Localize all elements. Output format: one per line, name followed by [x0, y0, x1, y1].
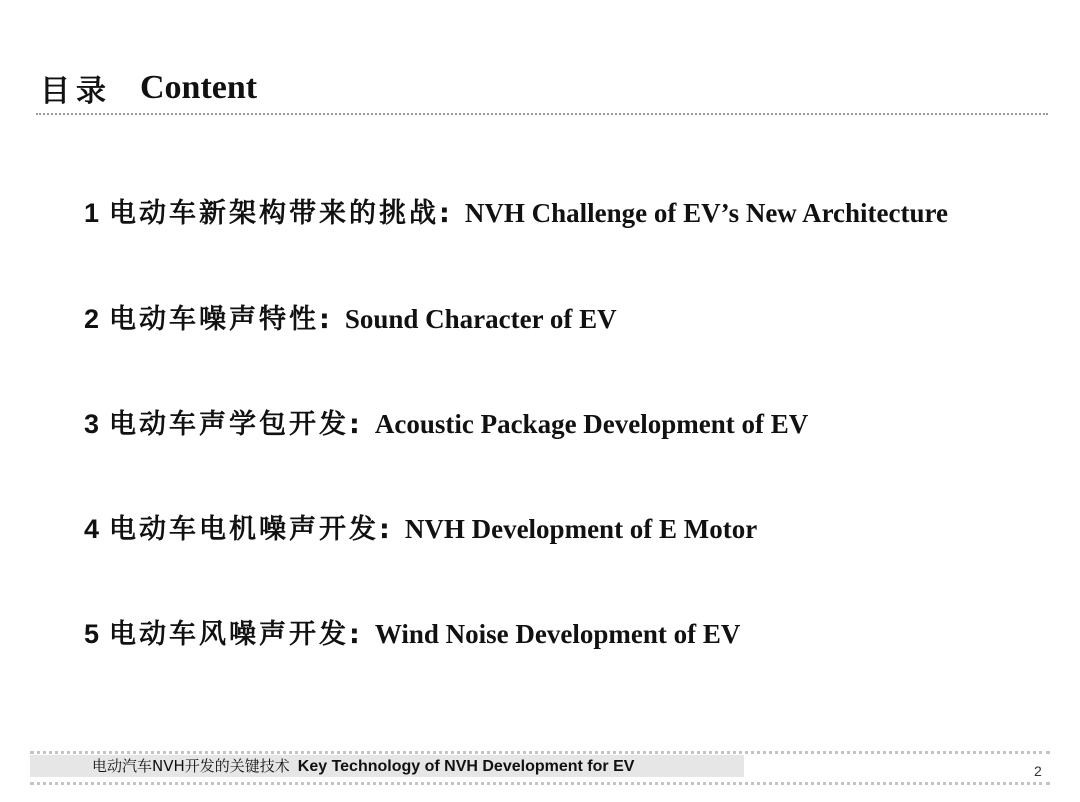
- footer-dotted-line: [30, 782, 1050, 785]
- toc-item-english: NVH Development of E Motor: [404, 514, 758, 544]
- toc-item-chinese: 电动车新架构带来的挑战:: [109, 198, 453, 229]
- toc-item-1: [84, 196, 984, 231]
- page-number: 2: [1034, 763, 1042, 779]
- toc-item-3: [84, 407, 984, 442]
- toc-item-english: NVH Challenge of EV’s New Architecture: [464, 198, 949, 228]
- title-chinese: 目录: [40, 74, 112, 109]
- toc-item-chinese: 电动车噪声特性:: [109, 304, 333, 335]
- toc-item-english: Sound Character of EV: [344, 304, 617, 334]
- toc-item-chinese: 电动车电机噪声开发:: [109, 514, 393, 545]
- toc-item-number: 3: [84, 409, 100, 439]
- title-english: Content: [140, 69, 258, 106]
- title-divider: [36, 113, 1048, 115]
- toc-item-english: Wind Noise Development of EV: [374, 619, 741, 649]
- footer-caption-chinese: 电动汽车NVH开发的关键技术: [92, 757, 290, 775]
- toc-item-5: [84, 617, 984, 652]
- toc-item-number: 5: [84, 619, 100, 649]
- slide-title: [40, 64, 257, 112]
- toc-item-number: 1: [84, 198, 100, 228]
- toc-item-chinese: 电动车风噪声开发:: [109, 619, 363, 650]
- footer-caption-english: Key Technology of NVH Development for EV: [297, 758, 635, 775]
- toc-item-chinese: 电动车声学包开发:: [109, 409, 363, 440]
- footer-dotted-line: [30, 751, 1050, 754]
- toc-item-number: 4: [84, 514, 100, 544]
- toc-item-4: [84, 512, 984, 547]
- toc-item-english: Acoustic Package Development of EV: [374, 409, 809, 439]
- footer-caption: [92, 755, 634, 777]
- toc-item-2: [84, 302, 984, 337]
- toc-item-number: 2: [84, 304, 100, 334]
